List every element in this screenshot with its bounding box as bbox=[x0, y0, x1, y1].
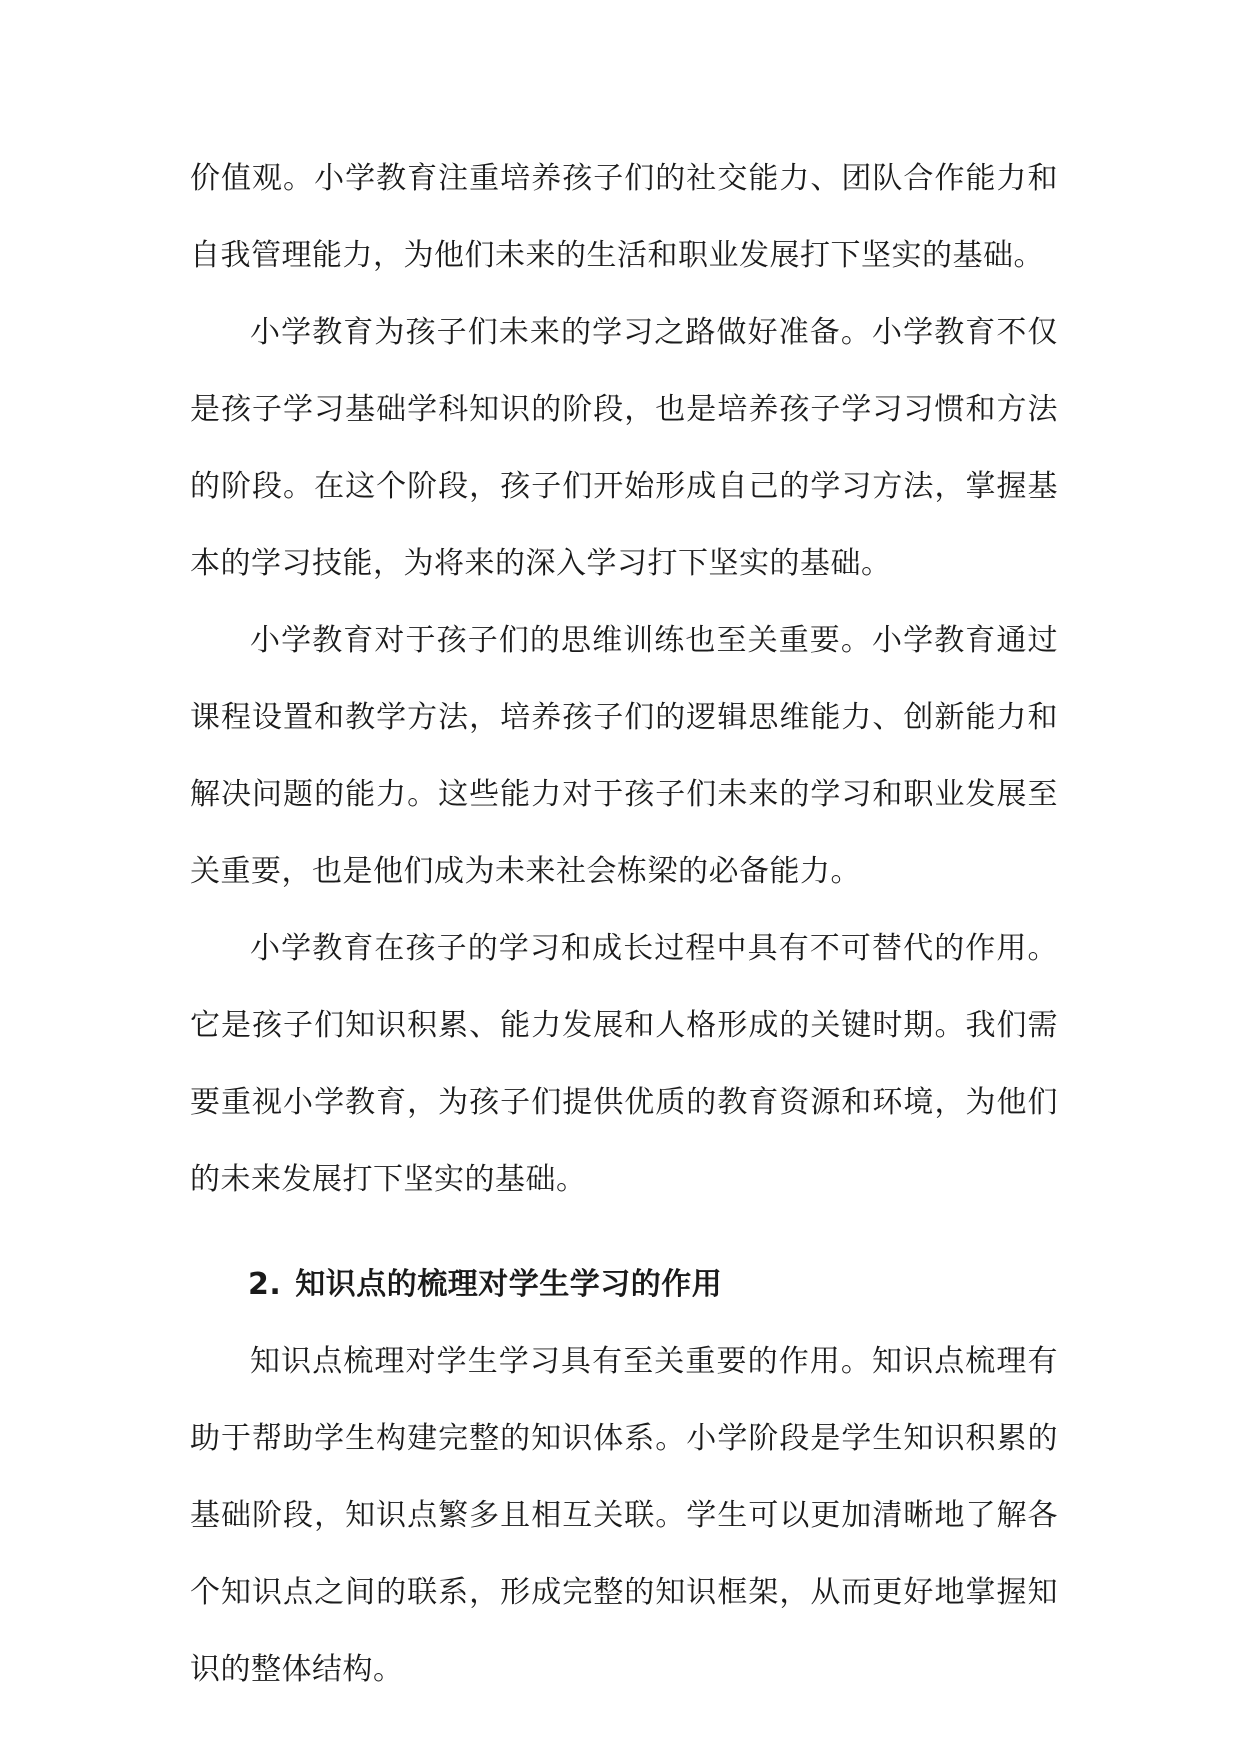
paragraph-learning-preparation: 小学教育为孩子们未来的学习之路做好准备。小学教育不仅是孩子学习基础学科知识的阶段，也是培养孩子学习习惯和方法的阶段。在这个阶段，孩子们开始形成自己的学习方法，掌握基本的学习技能，为将来的深入学习打下坚实的基础。 bbox=[190, 315, 1058, 581]
section-heading bbox=[190, 1246, 1058, 1323]
paragraph-thinking-training: 小学教育对于孩子们的思维训练也至关重要。小学教育通过课程设置和教学方法，培养孩子们的逻辑思维能力、创新能力和解决问题的能力。这些能力对于孩子们未来的学习和职业发展至关重要，也是他们成为未来社会栋梁的必备能力。 bbox=[190, 623, 1058, 889]
section-number: 2. bbox=[248, 1267, 282, 1302]
paragraph-irreplaceable-role: 小学教育在孩子的学习和成长过程中具有不可替代的作用。它是孩子们知识积累、能力发展和人格形成的关键时期。我们需要重视小学教育，为孩子们提供优质的教育资源和环境，为他们的未来发展打下坚实的基础。 bbox=[190, 931, 1058, 1197]
section-title: 知识点的梳理对学生学习的作用 bbox=[295, 1267, 723, 1302]
paragraph-knowledge-organization: 知识点梳理对学生学习具有至关重要的作用。知识点梳理有助于帮助学生构建完整的知识体系。小学阶段是学生知识积累的基础阶段，知识点繁多且相互关联。学生可以更加清晰地了解各个知识点之间的联系，形成完整的知识框架，从而更好地掌握知识的整体结构。 bbox=[190, 1344, 1058, 1687]
document-body bbox=[190, 140, 1058, 1708]
paragraph-values-continuation: 价值观。小学教育注重培养孩子们的社交能力、团队合作能力和自我管理能力，为他们未来的生活和职业发展打下坚实的基础。 bbox=[190, 161, 1058, 273]
